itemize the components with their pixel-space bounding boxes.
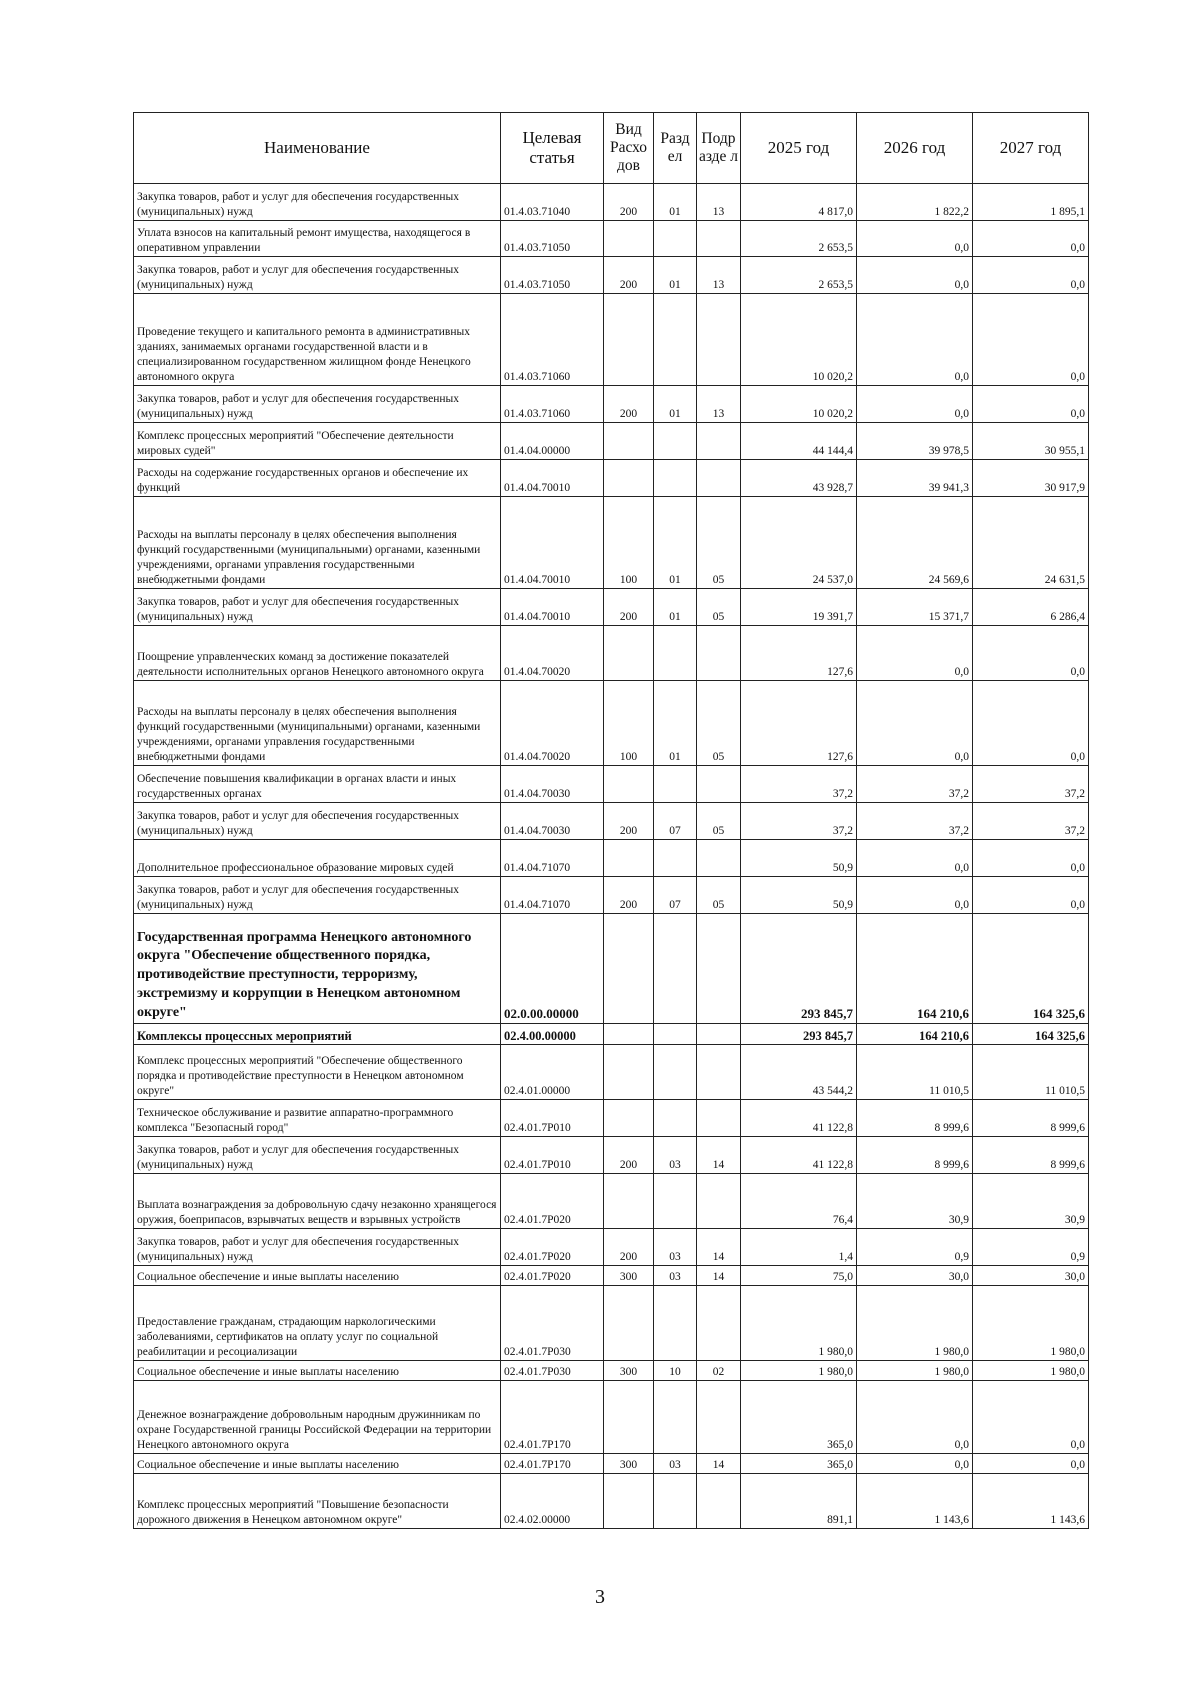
header-code: Целевая статья: [501, 113, 604, 184]
row-subsection: [697, 914, 741, 1024]
row-code: 01.4.04.71070: [501, 877, 604, 914]
row-subsection: 14: [697, 1229, 741, 1266]
row-2026: 24 569,6: [857, 497, 973, 589]
row-kind: 200: [604, 1137, 654, 1174]
row-subsection: 14: [697, 1266, 741, 1286]
row-name: Закупка товаров, работ и услуг для обеспечения государственных (муниципальных) нужд: [134, 1229, 501, 1266]
table-row: [134, 423, 1089, 460]
row-2025: 365,0: [741, 1381, 857, 1454]
row-name: Проведение текущего и капитального ремонта в административных зданиях, занимаемых органами государственной власти и в специализированном государственном жилищном фонде Ненецкого автономного округа: [134, 294, 501, 386]
row-2025: 19 391,7: [741, 589, 857, 626]
table-row: [134, 1474, 1089, 1529]
table-row: [134, 221, 1089, 257]
row-kind: 200: [604, 257, 654, 294]
row-2025: 1,4: [741, 1229, 857, 1266]
row-section: [654, 840, 697, 877]
row-2025: 75,0: [741, 1266, 857, 1286]
row-2027: 164 325,6: [973, 914, 1089, 1024]
row-subsection: [697, 423, 741, 460]
row-kind: [604, 1286, 654, 1361]
row-code: 01.4.04.70010: [501, 589, 604, 626]
row-subsection: 05: [697, 803, 741, 840]
row-section: [654, 766, 697, 803]
row-2026: 0,0: [857, 1381, 973, 1454]
row-kind: 200: [604, 589, 654, 626]
row-2025: 44 144,4: [741, 423, 857, 460]
row-code: 01.4.04.00000: [501, 423, 604, 460]
row-code: 02.4.00.00000: [501, 1024, 604, 1045]
header-subsection: Подр азде л: [697, 113, 741, 184]
row-subsection: 05: [697, 681, 741, 766]
row-section: [654, 1474, 697, 1529]
budget-table: [133, 112, 1089, 1529]
row-subsection: 13: [697, 184, 741, 221]
row-name: Социальное обеспечение и иные выплаты населению: [134, 1361, 501, 1381]
header-2025: 2025 год: [741, 113, 857, 184]
row-subsection: 13: [697, 257, 741, 294]
row-subsection: [697, 1100, 741, 1137]
row-2025: 10 020,2: [741, 294, 857, 386]
row-code: 01.4.04.71070: [501, 840, 604, 877]
row-code: 02.4.01.7Р010: [501, 1137, 604, 1174]
header-section: Разд ел: [654, 113, 697, 184]
row-code: 02.4.01.7Р030: [501, 1286, 604, 1361]
row-code: 01.4.04.70010: [501, 460, 604, 497]
row-name: Социальное обеспечение и иные выплаты населению: [134, 1266, 501, 1286]
row-2025: 50,9: [741, 840, 857, 877]
row-name: Дополнительное профессиональное образование мировых судей: [134, 840, 501, 877]
row-subsection: 14: [697, 1137, 741, 1174]
row-code: 02.4.01.7Р030: [501, 1361, 604, 1381]
row-kind: 200: [604, 184, 654, 221]
row-2027: 24 631,5: [973, 497, 1089, 589]
row-subsection: [697, 1286, 741, 1361]
row-name: Закупка товаров, работ и услуг для обеспечения государственных (муниципальных) нужд: [134, 589, 501, 626]
row-section: 01: [654, 257, 697, 294]
row-subsection: 05: [697, 497, 741, 589]
row-2025: 41 122,8: [741, 1100, 857, 1137]
table-row: [134, 766, 1089, 803]
row-section: 01: [654, 184, 697, 221]
row-2027: 1 980,0: [973, 1286, 1089, 1361]
table-row: [134, 589, 1089, 626]
row-code: 01.4.03.71050: [501, 221, 604, 257]
row-2025: 891,1: [741, 1474, 857, 1529]
row-name: Расходы на выплаты персоналу в целях обеспечения выполнения функций государственными (муниципальными) органами, казенными учреждениями, органами управления государственными внебюджетными фондами: [134, 497, 501, 589]
table-row: [134, 460, 1089, 497]
row-kind: [604, 626, 654, 681]
row-section: 10: [654, 1361, 697, 1381]
row-subsection: 02: [697, 1361, 741, 1381]
row-2027: 30,0: [973, 1266, 1089, 1286]
table-row: [134, 681, 1089, 766]
row-2025: 10 020,2: [741, 386, 857, 423]
row-kind: [604, 914, 654, 1024]
row-2026: 8 999,6: [857, 1100, 973, 1137]
header-name: Наименование: [134, 113, 501, 184]
table-row: [134, 1286, 1089, 1361]
row-2026: 1 980,0: [857, 1286, 973, 1361]
row-subsection: 13: [697, 386, 741, 423]
row-2026: 164 210,6: [857, 914, 973, 1024]
row-name: Закупка товаров, работ и услуг для обеспечения государственных (муниципальных) нужд: [134, 877, 501, 914]
row-section: [654, 1045, 697, 1100]
row-kind: [604, 221, 654, 257]
row-kind: 200: [604, 1229, 654, 1266]
row-2027: 1 895,1: [973, 184, 1089, 221]
row-code: 02.4.01.7Р020: [501, 1266, 604, 1286]
row-2027: 164 325,6: [973, 1024, 1089, 1045]
row-subsection: [697, 626, 741, 681]
row-subsection: [697, 1024, 741, 1045]
row-2026: 30,9: [857, 1174, 973, 1229]
row-2026: 0,0: [857, 877, 973, 914]
row-2026: 0,0: [857, 386, 973, 423]
row-kind: 200: [604, 386, 654, 423]
row-section: [654, 294, 697, 386]
row-code: 02.4.01.7Р020: [501, 1229, 604, 1266]
row-subsection: [697, 1474, 741, 1529]
row-subsection: [697, 766, 741, 803]
row-section: [654, 221, 697, 257]
row-2026: 15 371,7: [857, 589, 973, 626]
row-section: [654, 626, 697, 681]
row-section: 03: [654, 1454, 697, 1474]
row-name: Предоставление гражданам, страдающим наркологическими заболеваниями, сертификатов на оплату услуг по социальной реабилитации и ресоциализации: [134, 1286, 501, 1361]
row-section: 03: [654, 1137, 697, 1174]
row-2025: 76,4: [741, 1174, 857, 1229]
table-row: [134, 840, 1089, 877]
row-2025: 365,0: [741, 1454, 857, 1474]
row-section: 01: [654, 386, 697, 423]
row-2027: 8 999,6: [973, 1137, 1089, 1174]
row-2025: 50,9: [741, 877, 857, 914]
row-2026: 39 941,3: [857, 460, 973, 497]
table-row: [134, 803, 1089, 840]
row-2026: 0,0: [857, 1454, 973, 1474]
row-name: Закупка товаров, работ и услуг для обеспечения государственных (муниципальных) нужд: [134, 184, 501, 221]
row-subsection: [697, 460, 741, 497]
row-section: 03: [654, 1229, 697, 1266]
row-section: [654, 1024, 697, 1045]
row-2025: 2 653,5: [741, 221, 857, 257]
row-2025: 24 537,0: [741, 497, 857, 589]
table-row: [134, 1266, 1089, 1286]
row-2026: 1 143,6: [857, 1474, 973, 1529]
row-2026: 0,0: [857, 221, 973, 257]
row-2027: 30 917,9: [973, 460, 1089, 497]
row-code: 02.4.01.7Р170: [501, 1454, 604, 1474]
row-kind: [604, 1045, 654, 1100]
row-section: [654, 1174, 697, 1229]
row-section: 03: [654, 1266, 697, 1286]
row-subsection: [697, 221, 741, 257]
row-2027: 30,9: [973, 1174, 1089, 1229]
row-section: [654, 1100, 697, 1137]
row-name: Комплексы процессных мероприятий: [134, 1024, 501, 1045]
row-2027: 0,0: [973, 386, 1089, 423]
row-name: Комплекс процессных мероприятий "Повышение безопасности дорожного движения в Ненецком автономном округе": [134, 1474, 501, 1529]
row-code: 02.4.02.00000: [501, 1474, 604, 1529]
row-2027: 0,0: [973, 257, 1089, 294]
row-kind: [604, 423, 654, 460]
row-name: Закупка товаров, работ и услуг для обеспечения государственных (муниципальных) нужд: [134, 386, 501, 423]
row-2026: 8 999,6: [857, 1137, 973, 1174]
row-2027: 30 955,1: [973, 423, 1089, 460]
table-row: [134, 184, 1089, 221]
row-kind: [604, 1024, 654, 1045]
row-2027: 1 143,6: [973, 1474, 1089, 1529]
row-code: 01.4.03.71050: [501, 257, 604, 294]
row-kind: 300: [604, 1454, 654, 1474]
row-2026: 0,9: [857, 1229, 973, 1266]
row-code: 02.4.01.7Р010: [501, 1100, 604, 1137]
row-kind: 200: [604, 877, 654, 914]
row-section: 01: [654, 497, 697, 589]
row-kind: [604, 460, 654, 497]
row-2025: 43 928,7: [741, 460, 857, 497]
table-row: [134, 1381, 1089, 1454]
row-kind: [604, 294, 654, 386]
table-row: [134, 1174, 1089, 1229]
row-2026: 30,0: [857, 1266, 973, 1286]
row-subsection: [697, 1381, 741, 1454]
row-code: 01.4.03.71060: [501, 386, 604, 423]
row-section: [654, 460, 697, 497]
row-2026: 37,2: [857, 803, 973, 840]
row-kind: 200: [604, 803, 654, 840]
row-kind: [604, 1474, 654, 1529]
row-code: 01.4.03.71040: [501, 184, 604, 221]
row-subsection: [697, 294, 741, 386]
row-code: 01.4.04.70030: [501, 766, 604, 803]
table-row: [134, 914, 1089, 1024]
row-section: 07: [654, 803, 697, 840]
row-2027: 0,0: [973, 840, 1089, 877]
row-kind: 100: [604, 497, 654, 589]
table-row: [134, 497, 1089, 589]
row-2026: 37,2: [857, 766, 973, 803]
row-name: Обеспечение повышения квалификации в органах власти и иных государственных органах: [134, 766, 501, 803]
row-2025: 1 980,0: [741, 1361, 857, 1381]
row-code: 01.4.04.70030: [501, 803, 604, 840]
table-row: [134, 626, 1089, 681]
row-section: 01: [654, 681, 697, 766]
row-kind: [604, 840, 654, 877]
row-subsection: [697, 1045, 741, 1100]
row-2026: 1 980,0: [857, 1361, 973, 1381]
row-code: 02.4.01.7Р020: [501, 1174, 604, 1229]
row-2025: 43 544,2: [741, 1045, 857, 1100]
row-2025: 2 653,5: [741, 257, 857, 294]
row-2025: 127,6: [741, 681, 857, 766]
row-code: 02.0.00.00000: [501, 914, 604, 1024]
row-2027: 8 999,6: [973, 1100, 1089, 1137]
row-2025: 293 845,7: [741, 1024, 857, 1045]
row-name: Закупка товаров, работ и услуг для обеспечения государственных (муниципальных) нужд: [134, 1137, 501, 1174]
table-header-row: [134, 113, 1089, 184]
row-kind: 300: [604, 1266, 654, 1286]
row-2025: 37,2: [741, 766, 857, 803]
row-name: Закупка товаров, работ и услуг для обеспечения государственных (муниципальных) нужд: [134, 803, 501, 840]
row-kind: [604, 766, 654, 803]
row-code: 01.4.03.71060: [501, 294, 604, 386]
table-row: [134, 1024, 1089, 1045]
table-row: [134, 294, 1089, 386]
row-section: 01: [654, 589, 697, 626]
row-2027: 0,0: [973, 221, 1089, 257]
row-2027: 0,0: [973, 1454, 1089, 1474]
row-2027: 0,0: [973, 681, 1089, 766]
row-name: Выплата вознаграждения за добровольную сдачу незаконно хранящегося оружия, боеприпасов, взрывчатых веществ и взрывных устройств: [134, 1174, 501, 1229]
row-subsection: [697, 1174, 741, 1229]
row-code: 01.4.04.70010: [501, 497, 604, 589]
row-2025: 41 122,8: [741, 1137, 857, 1174]
row-2027: 37,2: [973, 803, 1089, 840]
row-2026: 0,0: [857, 840, 973, 877]
row-2026: 0,0: [857, 681, 973, 766]
row-kind: 300: [604, 1361, 654, 1381]
row-section: 07: [654, 877, 697, 914]
row-2027: 6 286,4: [973, 589, 1089, 626]
row-2027: 0,0: [973, 877, 1089, 914]
table-row: [134, 257, 1089, 294]
table-row: [134, 386, 1089, 423]
row-2025: 293 845,7: [741, 914, 857, 1024]
row-code: 01.4.04.70020: [501, 626, 604, 681]
row-code: 02.4.01.00000: [501, 1045, 604, 1100]
row-section: [654, 914, 697, 1024]
row-2027: 1 980,0: [973, 1361, 1089, 1381]
row-name: Комплекс процессных мероприятий "Обеспечение общественного порядка и противодействие преступности в Ненецком автономном округе": [134, 1045, 501, 1100]
table-row: [134, 1229, 1089, 1266]
row-2027: 37,2: [973, 766, 1089, 803]
budget-sheet: [133, 112, 1088, 1529]
row-2026: 1 822,2: [857, 184, 973, 221]
row-2026: 164 210,6: [857, 1024, 973, 1045]
row-2026: 0,0: [857, 257, 973, 294]
row-2025: 1 980,0: [741, 1286, 857, 1361]
row-2026: 39 978,5: [857, 423, 973, 460]
row-section: [654, 1286, 697, 1361]
row-2027: 0,9: [973, 1229, 1089, 1266]
row-subsection: 14: [697, 1454, 741, 1474]
row-name: Комплекс процессных мероприятий "Обеспечение деятельности мировых судей": [134, 423, 501, 460]
row-name: Расходы на содержание государственных органов и обеспечение их функций: [134, 460, 501, 497]
table-row: [134, 1137, 1089, 1174]
row-2025: 127,6: [741, 626, 857, 681]
header-2027: 2027 год: [973, 113, 1089, 184]
row-name: Уплата взносов на капитальный ремонт имущества, находящегося в оперативном управлении: [134, 221, 501, 257]
row-kind: [604, 1381, 654, 1454]
header-kind: Вид Расхо дов: [604, 113, 654, 184]
row-2026: 11 010,5: [857, 1045, 973, 1100]
row-name: Закупка товаров, работ и услуг для обеспечения государственных (муниципальных) нужд: [134, 257, 501, 294]
header-2026: 2026 год: [857, 113, 973, 184]
row-name: Денежное вознаграждение добровольным народным дружинникам по охране Государственной границы Российской Федерации на территории Ненецкого автономного округа: [134, 1381, 501, 1454]
row-subsection: 05: [697, 589, 741, 626]
table-row: [134, 1045, 1089, 1100]
row-code: 02.4.01.7Р170: [501, 1381, 604, 1454]
row-kind: [604, 1174, 654, 1229]
row-2027: 0,0: [973, 626, 1089, 681]
row-section: [654, 1381, 697, 1454]
table-row: [134, 1100, 1089, 1137]
row-name: Социальное обеспечение и иные выплаты населению: [134, 1454, 501, 1474]
table-row: [134, 1454, 1089, 1474]
row-code: 01.4.04.70020: [501, 681, 604, 766]
row-name: Поощрение управленческих команд за достижение показателей деятельности исполнительных органов Ненецкого автономного округа: [134, 626, 501, 681]
row-section: [654, 423, 697, 460]
table-row: [134, 877, 1089, 914]
row-name: Расходы на выплаты персоналу в целях обеспечения выполнения функций государственными (муниципальными) органами, казенными учреждениями, органами управления государственными внебюджетными фондами: [134, 681, 501, 766]
row-name: Государственная программа Ненецкого автономного округа "Обеспечение общественного порядка, противодействие преступности, терроризму, экстремизму и коррупции в Ненецком автономном округе": [134, 914, 501, 1024]
row-2025: 4 817,0: [741, 184, 857, 221]
row-subsection: [697, 840, 741, 877]
table-row: [134, 1361, 1089, 1381]
row-2025: 37,2: [741, 803, 857, 840]
row-name: Техническое обслуживание и развитие аппаратно-программного комплекса "Безопасный город": [134, 1100, 501, 1137]
row-kind: 100: [604, 681, 654, 766]
page-number: 3: [595, 1586, 605, 1608]
row-2026: 0,0: [857, 626, 973, 681]
row-2027: 11 010,5: [973, 1045, 1089, 1100]
row-2027: 0,0: [973, 294, 1089, 386]
row-2026: 0,0: [857, 294, 973, 386]
row-2027: 0,0: [973, 1381, 1089, 1454]
row-kind: [604, 1100, 654, 1137]
row-subsection: 05: [697, 877, 741, 914]
